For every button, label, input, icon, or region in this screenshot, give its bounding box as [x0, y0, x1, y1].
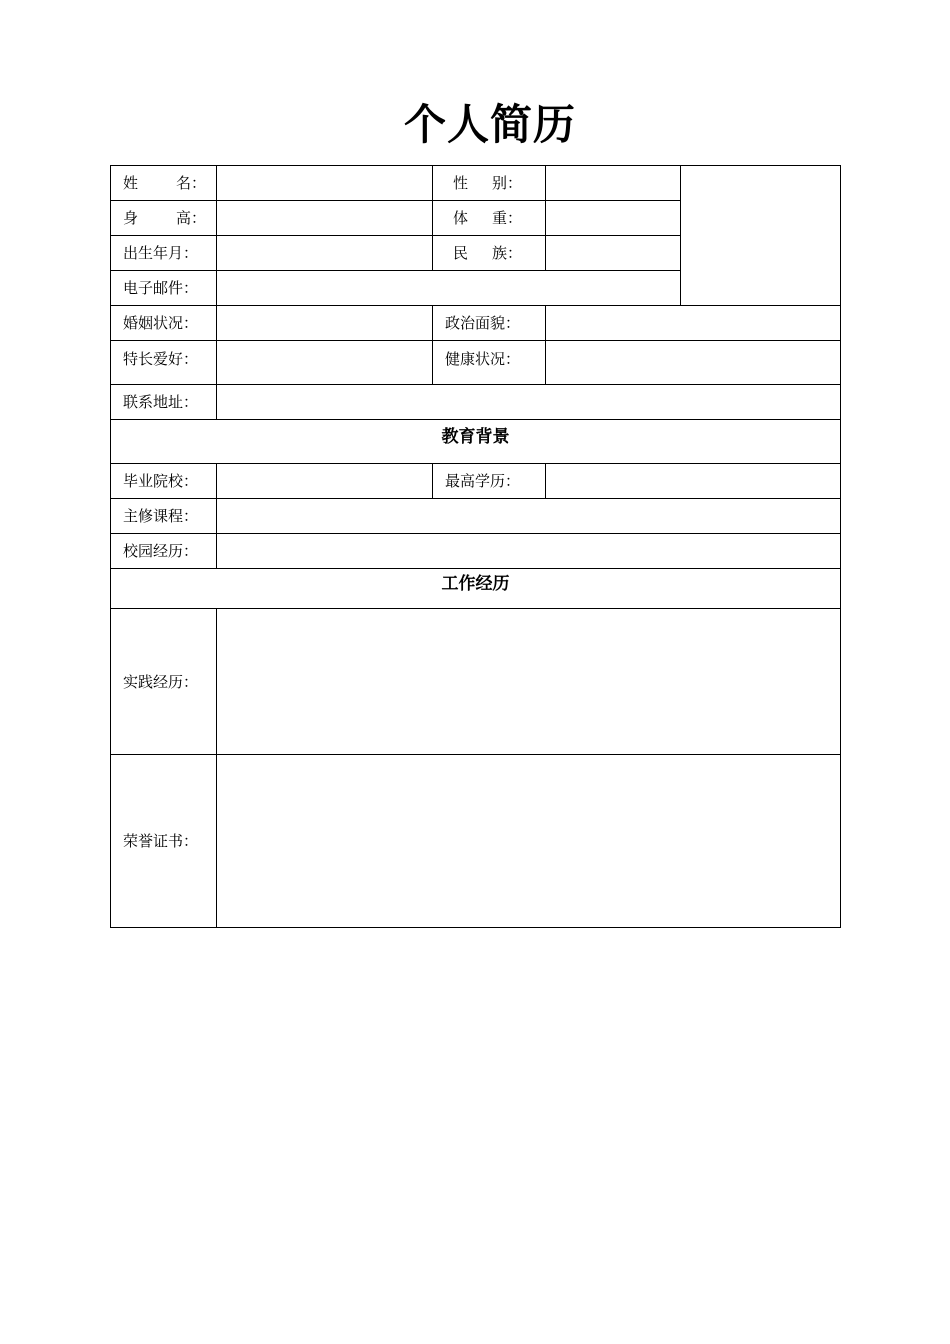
courses-label: 主修课程： — [111, 499, 217, 534]
photo-area[interactable] — [681, 166, 841, 306]
school-field[interactable] — [217, 464, 433, 499]
honors-label: 荣誉证书： — [111, 755, 217, 928]
height-label-char: 身 — [123, 209, 139, 227]
campus-field[interactable] — [217, 534, 841, 569]
political-label: 政治面貌： — [433, 306, 546, 341]
address-field[interactable] — [217, 385, 841, 420]
school-label: 毕业院校： — [111, 464, 217, 499]
courses-field[interactable] — [217, 499, 841, 534]
honors-field[interactable] — [217, 755, 841, 928]
ethnicity-label-char: 民 — [453, 244, 469, 262]
marital-field[interactable] — [217, 306, 433, 341]
weight-label-char: 体 — [453, 209, 469, 227]
work-heading-text: 工作经历 — [441, 574, 510, 595]
education-heading — [111, 420, 841, 464]
health-field[interactable] — [546, 341, 841, 385]
ethnicity-label — [433, 236, 546, 271]
health-label-text: 健康状况： — [445, 349, 521, 368]
practice-field[interactable] — [217, 609, 841, 755]
weight-label — [433, 201, 546, 236]
height-label-suffix: 高： — [176, 209, 207, 227]
gender-label-char: 性 — [453, 174, 469, 192]
resume-table — [110, 165, 841, 928]
degree-field[interactable] — [546, 464, 841, 499]
gender-label-suffix: 别： — [492, 174, 523, 192]
name-label-suffix: 名： — [176, 174, 207, 192]
weight-label-suffix: 重： — [492, 209, 523, 227]
campus-label: 校园经历： — [111, 534, 217, 569]
height-label — [111, 201, 217, 236]
address-label: 联系地址： — [111, 385, 217, 420]
degree-label: 最高学历： — [433, 464, 546, 499]
ethnicity-field[interactable] — [546, 236, 681, 271]
ethnicity-label-suffix: 族： — [492, 244, 523, 262]
political-field[interactable] — [546, 306, 841, 341]
hobbies-label-text: 特长爱好： — [123, 349, 199, 368]
height-field[interactable] — [217, 201, 433, 236]
health-label — [433, 341, 546, 385]
birth-field[interactable] — [217, 236, 433, 271]
name-label-char: 姓 — [123, 174, 139, 192]
page-title: 个人简历 — [403, 100, 576, 149]
gender-field[interactable] — [546, 166, 681, 201]
email-label: 电子邮件： — [111, 271, 217, 306]
name-label — [111, 166, 217, 201]
hobbies-field[interactable] — [217, 341, 433, 385]
practice-label: 实践经历： — [111, 609, 217, 755]
hobbies-label — [111, 341, 217, 385]
name-field[interactable] — [217, 166, 433, 201]
education-heading-text: 教育背景 — [441, 427, 510, 448]
birth-label: 出生年月： — [111, 236, 217, 271]
marital-label: 婚姻状况： — [111, 306, 217, 341]
weight-field[interactable] — [546, 201, 681, 236]
email-field[interactable] — [217, 271, 681, 306]
work-heading — [111, 569, 841, 609]
gender-label — [433, 166, 546, 201]
